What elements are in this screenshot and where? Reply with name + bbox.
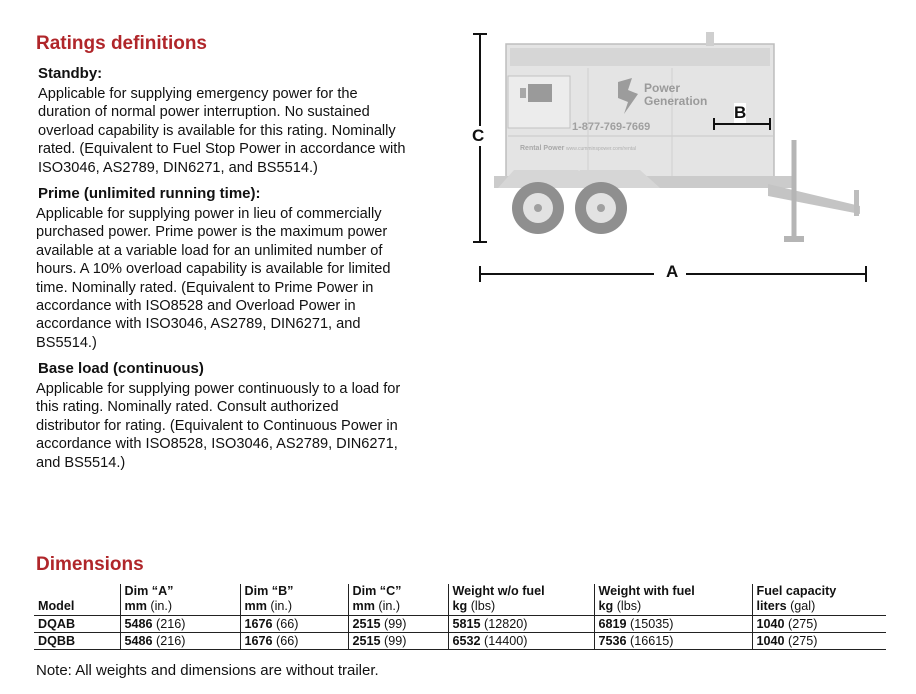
prime-title: Prime (unlimited running time):	[38, 185, 261, 202]
text-line: Applicable for supplying emergency power for the	[38, 86, 358, 102]
cell-dim-a: 5486 (216)	[120, 633, 240, 650]
dimensions-table	[34, 584, 886, 650]
cell-weight-without-fuel: 6532 (14400)	[448, 633, 594, 650]
text-line: purchased power. Prime power is the maximum power	[36, 224, 388, 241]
standby-title: Standby:	[38, 65, 103, 82]
cell-dim-b: 1676 (66)	[240, 633, 348, 650]
text-line: hours. A 10% overload capability is available for limited	[36, 261, 391, 278]
table-header-row	[34, 584, 886, 616]
cell-weight-with-fuel: 6819 (15035)	[594, 616, 752, 633]
logo-line1: Power	[644, 81, 681, 95]
cell-dim-a: 5486 (216)	[120, 616, 240, 633]
text-line: duration of normal power interruption. No sustained	[38, 104, 370, 121]
cell-dim-b: 1676 (66)	[240, 616, 348, 633]
phone-text: 1-877-769-7669	[572, 121, 651, 133]
ratings-heading: Ratings definitions	[36, 33, 207, 54]
header-weight-with-fuel: Weight with fuel kg (lbs)	[594, 584, 752, 616]
text-line: ISO3046, AS2789, DIN6271, and BS5514.)	[38, 159, 318, 176]
text-line: accordance with ISO8528 and Overload Power in	[36, 298, 356, 315]
website-text: www.cumminspower.com/rental	[566, 146, 637, 152]
rental-text: Rental Power	[520, 145, 565, 152]
text-line: accordance with ISO3046, AS2789, DIN6271, and	[36, 316, 361, 333]
header-weight-without-fuel: Weight w/o fuel kg (lbs)	[448, 584, 594, 616]
header-fuel-capacity: Fuel capacity liters (gal)	[752, 584, 886, 616]
table-row	[34, 633, 886, 650]
cell-weight-with-fuel: 7536 (16615)	[594, 633, 752, 650]
text-line: time. Nominally rated. (Equivalent to Prime Power in	[36, 279, 374, 296]
cell-model: DQAB	[34, 616, 120, 633]
cell-weight-without-fuel: 5815 (12820)	[448, 616, 594, 633]
text-line: overload capability is available for this rating. Nominally	[38, 122, 396, 139]
cell-fuel-capacity: 1040 (275)	[752, 616, 886, 633]
cell-fuel-capacity: 1040 (275)	[752, 633, 886, 650]
dimension-a-label: A	[663, 262, 681, 282]
base-text	[36, 380, 446, 472]
text-line: this rating. Nominally rated. Consult authorized	[36, 399, 339, 416]
logo-line2: Generation	[644, 94, 708, 108]
generator-illustration	[468, 28, 888, 288]
header-model: Model	[34, 584, 120, 616]
dimensions-note: Note: All weights and dimensions are without trailer.	[36, 662, 379, 679]
standby-text	[38, 85, 448, 177]
text-line: distributor for rating. (Equivalent to Continuous Power in	[36, 417, 398, 434]
text-line: Applicable for supplying power in lieu of commercially	[36, 206, 382, 222]
text-line: BS5514.)	[36, 334, 97, 351]
cell-model: DQBB	[34, 633, 120, 650]
header-dim-a: Dim “A” mm (in.)	[120, 584, 240, 616]
cell-dim-c: 2515 (99)	[348, 616, 448, 633]
cell-dim-c: 2515 (99)	[348, 633, 448, 650]
header-dim-c: Dim “C” mm (in.)	[348, 584, 448, 616]
text-line: rated. (Equivalent to Fuel Stop Power in accordance with	[38, 141, 406, 158]
dimension-b-label: B	[734, 103, 747, 122]
text-line: Applicable for supplying power continuously to a load for	[36, 381, 401, 397]
table-row	[34, 616, 886, 633]
text-line: available at a variable load for an unlimited number of	[36, 242, 383, 259]
prime-text	[36, 205, 446, 352]
generator-figure	[468, 28, 888, 288]
dimension-c-label: C	[472, 126, 485, 145]
header-dim-b: Dim “B” mm (in.)	[240, 584, 348, 616]
base-title: Base load (continuous)	[38, 360, 204, 377]
text-line: accordance with ISO8528, ISO3046, AS2789, DIN6271,	[36, 436, 398, 453]
dimensions-heading: Dimensions	[36, 554, 144, 575]
text-line: and BS5514.)	[36, 454, 126, 471]
